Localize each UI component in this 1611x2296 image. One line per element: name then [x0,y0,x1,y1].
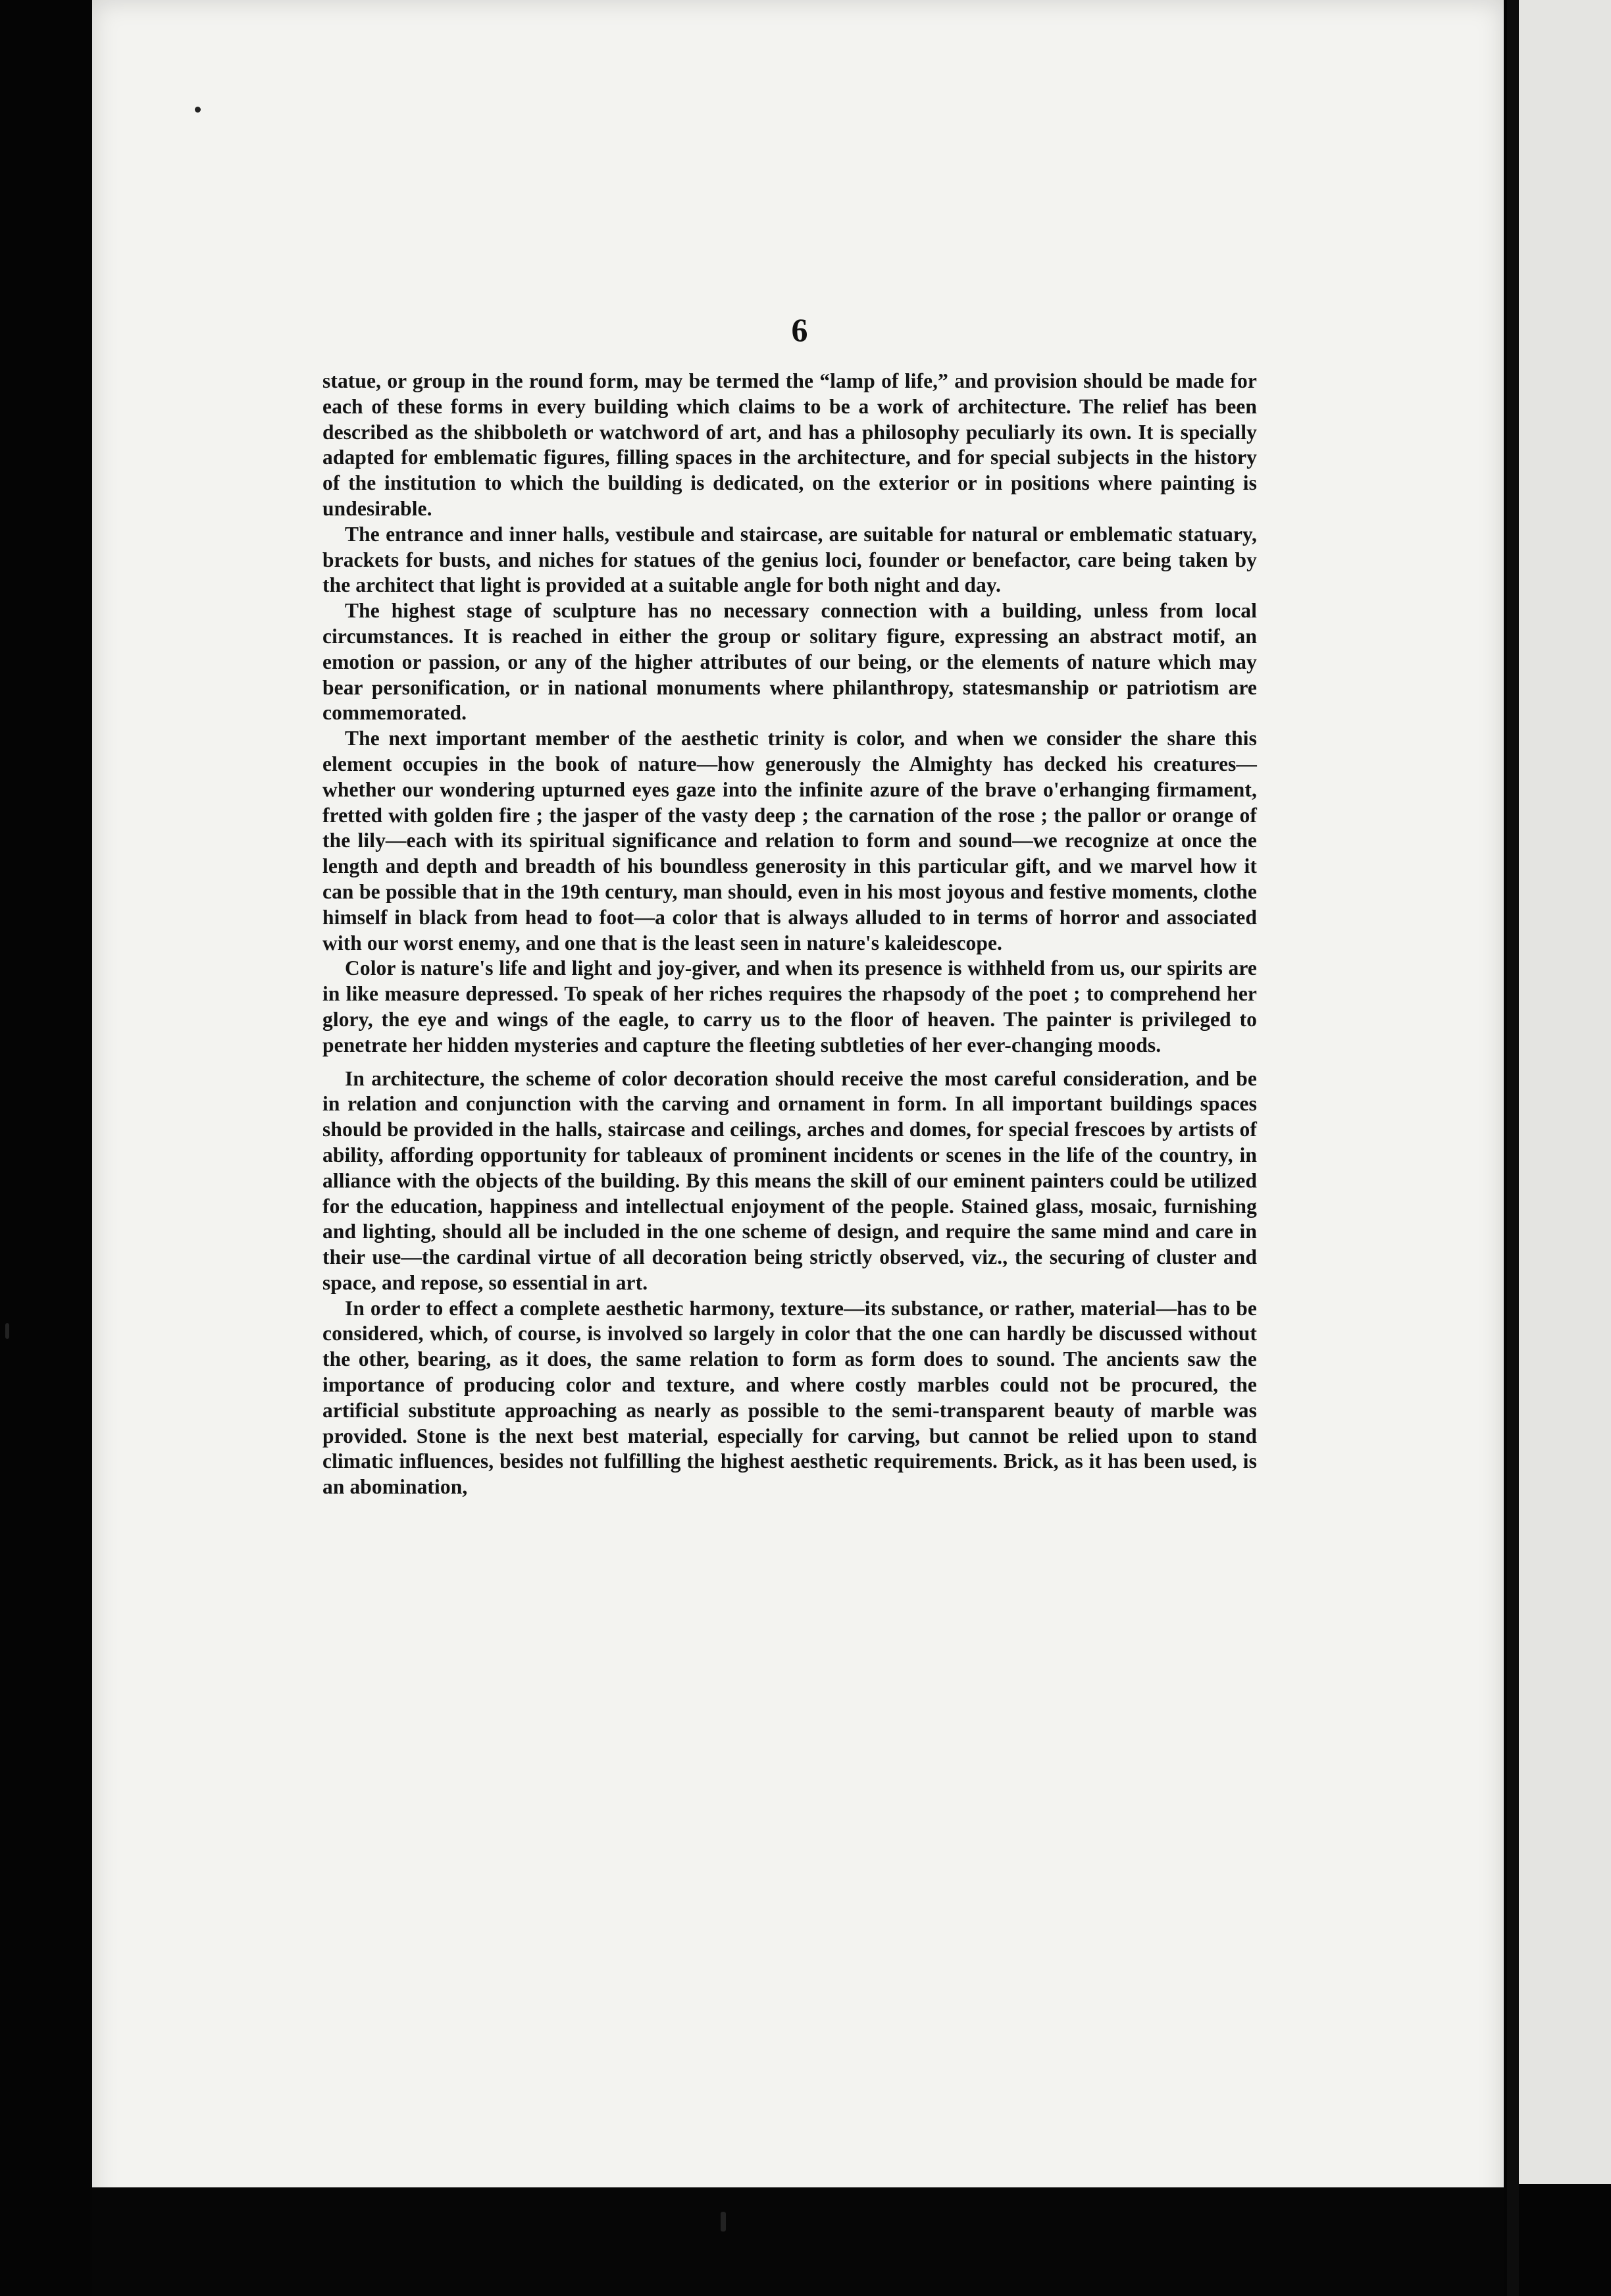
paragraph: The entrance and inner halls, vestibule and staircase, are suitable for natural or emblematic statuary, brackets for busts, and niches for statues of the genius loci, founder or benefactor, care being taken by the architect that light is provided at a suitable angle for both night and day. [322,522,1257,597]
paragraph: In architecture, the scheme of color decoration should receive the most careful consideration, and be in relation and conjunction with the carving and ornament in form. In all important buildings spaces should be provided in the halls, staircase and ceilings, arches and domes, for special frescoes by artists of ability, affording opportunity for tableaux of prominent incidents or scenes in the life of the country, in alliance with the objects of the building. By this means the skill of our eminent painters could be utilized for the education, happiness and intellectual enjoyment of the people. Stained glass, mosaic, furnishing and lighting, should all be included in the one scheme of design, and require the same mind and care in their use—the cardinal virtue of all decoration being strictly observed, viz., the securing of cluster and space, and repose, so essential in art. [322,1066,1257,1294]
paragraph: The next important member of the aesthetic trinity is color, and when we consider the share this element occupies in the book of nature—how generously the Almighty has decked his creatures—whether our wondering upturned eyes gaze into the infinite azure of the brave o'erhanging firmament, fretted with golden fire ; the jasper of the vasty deep ; the carnation of the rose ; the pallor or orange of the lily—each with its spiritual significance and relation to form and sound—we recognize at once the length and depth and breadth of his boundless generosity in this particular gift, and we marvel how it can be possible that in the 19th century, man should, even in his most joyous and festive moments, clothe himself in black from head to foot—a color that is always alluded to in terms of horror and associated with our worst enemy, and one that is the least seen in nature's kaleidescope. [322,727,1257,954]
paragraph: statue, or group in the round form, may be termed the “lamp of life,” and provision should be made for each of these forms in every building which claims to be a work of architecture. The relief has been described as the shibboleth or watchword of art, and has a philosophy peculiarly its own. It is specially adapted for emblematic figures, filling spaces in the architecture, and for special subjects in the history of the institution to which the building is dedicated, on the exterior or in positions where painting is undesirable. [322,369,1257,520]
page-number: 6 [791,311,808,348]
scan-speck [721,2212,726,2231]
scan-bottom-shadow [92,2187,1504,2296]
scan-speck [5,1323,9,1339]
body-text [322,369,1257,1500]
paragraph: Color is nature's life and light and joy-giver, and when its presence is withheld from us, our spirits are in like measure depressed. To speak of her riches requires the rhapsody of the poet ; to comprehend her glory, the eye and wings of the eagle, to carry us to the floor of heaven. The painter is privileged to penetrate her hidden mysteries and capture the fleeting subtleties of her ever-changing moods. [322,956,1257,1057]
adjacent-page-edge [1507,0,1611,2296]
paragraph: In order to effect a complete aesthetic harmony, texture—its substance, or rather, material—has to be considered, which, of course, is involved so largely in color that the one can hardly be discussed without the other, bearing, as it does, the same relation to form as form does to sound. The ancients saw the importance of producing color and texture, and where costly marbles could not be procured, the artificial substitute approaching as nearly as possible to the semi-transparent beauty of marble was provided. Stone is the next best material, especially for carving, but cannot be relied upon to stand climatic influences, besides not fulfilling the highest aesthetic requirements. Brick, as it has been used, is an abomination, [322,1296,1257,1499]
scan-speck [195,107,201,113]
paragraph: The highest stage of sculpture has no necessary connection with a building, unless from local circumstances. It is reached in either the group or solitary figure, expressing an abstract motif, an emotion or passion, or any of the higher attributes of our being, or the elements of nature which may bear personification, or in national monuments where philanthropy, statesmanship or patriotism are commemorated. [322,599,1257,725]
adjacent-page-shadow [1519,2184,1611,2296]
